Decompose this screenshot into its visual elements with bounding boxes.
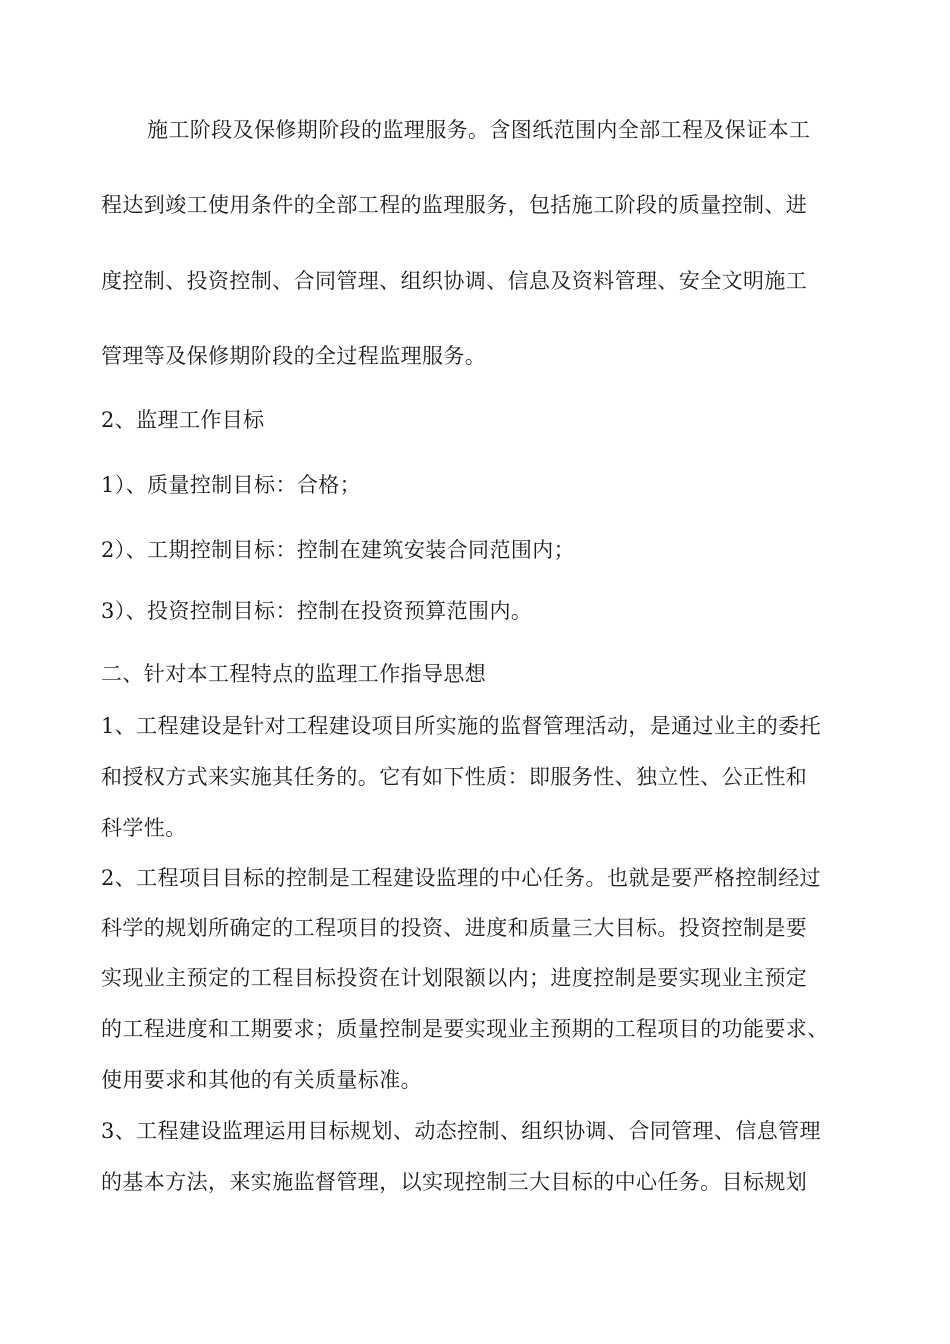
paragraph-line: 和授权方式来实施其任务的。它有如下性质：即服务性、独立性、公正性和 (101, 765, 808, 789)
list-item: 1）、质量控制目标：合格； (101, 473, 362, 497)
paragraph-line: 的基本方法，来实施监督管理，以实现控制三大目标的中心任务。目标规划 (101, 1170, 808, 1194)
paragraph-line: 管理等及保修期阶段的全过程监理服务。 (101, 344, 487, 368)
section-heading: 2、监理工作目标 (101, 408, 265, 432)
list-item: 2）、工期控制目标：控制在建筑安装合同范围内； (101, 538, 576, 562)
paragraph-line: 2、工程项目目标的控制是工程建设监理的中心任务。也就是要严格控制经过 (101, 866, 821, 890)
paragraph-line: 实现业主预定的工程目标投资在计划限额以内；进度控制是要实现业主预定 (101, 966, 808, 990)
paragraph-line: 程达到竣工使用条件的全部工程的监理服务，包括施工阶段的质量控制、进 (101, 193, 808, 217)
paragraph-line: 度控制、投资控制、合同管理、组织协调、信息及资料管理、安全文明施工 (101, 269, 808, 293)
paragraph-line: 3、工程建设监理运用目标规划、动态控制、组织协调、合同管理、信息管理 (101, 1119, 821, 1143)
paragraph-line: 科学的规划所确定的工程项目的投资、进度和质量三大目标。投资控制是要 (101, 916, 808, 940)
paragraph-line: 使用要求和其他的有关质量标准。 (101, 1068, 422, 1092)
paragraph-line: 科学性。 (101, 816, 187, 840)
paragraph-line: 1、工程建设是针对工程建设项目所实施的监督管理活动，是通过业主的委托 (101, 714, 821, 738)
paragraph-line: 的工程进度和工期要求；质量控制是要实现业主预期的工程项目的功能要求、 (101, 1017, 829, 1041)
list-item: 3）、投资控制目标：控制在投资预算范围内。 (101, 599, 533, 623)
chapter-heading: 二、针对本工程特点的监理工作指导思想 (101, 662, 487, 686)
paragraph-line: 施工阶段及保修期阶段的监理服务。含图纸范围内全部工程及保证本工 (147, 118, 811, 142)
